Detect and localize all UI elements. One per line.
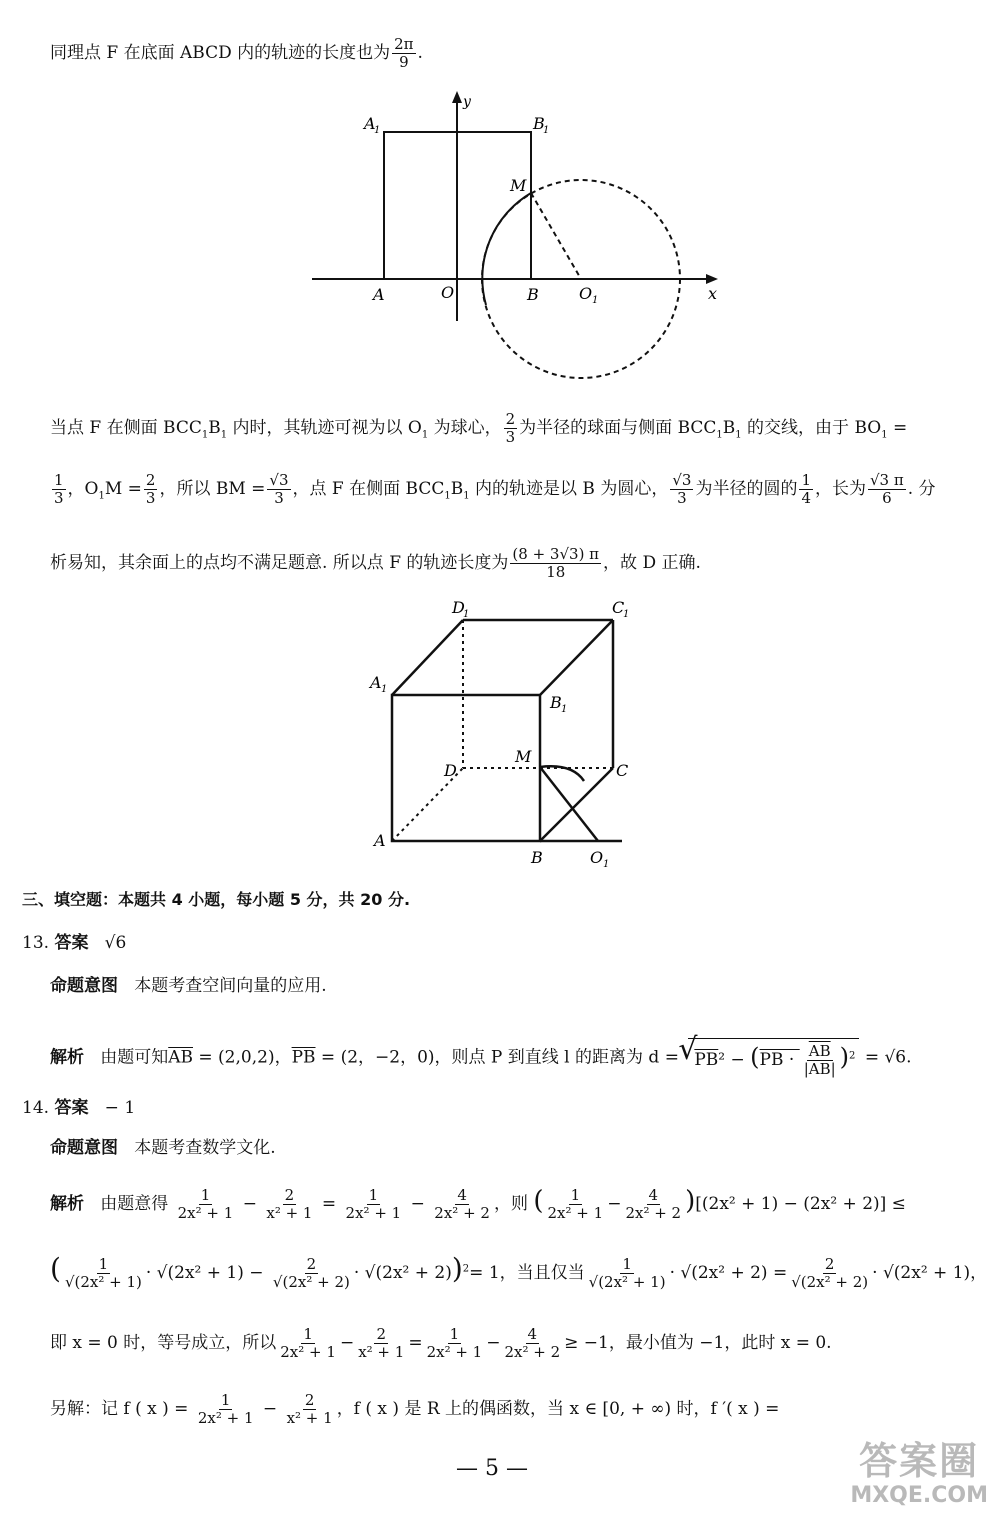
label-x: x (708, 284, 718, 303)
label-C: C (616, 761, 629, 780)
svg-text:1: 1 (374, 125, 381, 136)
watermark-logo: 答案圈 MXQE.COM (850, 1439, 988, 1508)
page-number: — 5 — (456, 1456, 528, 1481)
q14-analysis-line-1: 解析 由题意得 $\frac{1}{\text{2x² + 1}}$ − $\frac{2}{\text{x² + 1}}$ = $\frac{1}{\text{2x² + 1}}$ − $\frac{4}{\text{2x² + 2}}$ ，则 ( $\frac{1}{\text{2x² + 1}}$ − $\frac{4}{\text{2x² + 2}}$ )[(2x² + 1) − (2x² + 2)] ≤ (50, 1186, 906, 1222)
text-line-3: $\frac{1}{3}$ ，$O_1M$ = $\frac{2}{3}$ ，所以 BM = $\frac{√3}{3}$ ，点 F 在侧面 $BCC_1B_1$ 内的轨迹是以 B 为圆心， $\frac{√3}{3}$ 为半径的圆的 $\frac{1}{4}$ ，长为 $\frac{√3 \pi}{6}$ . 分 (54, 471, 936, 507)
section-title: 三、填空题：本题共 4 小题，每小题 5 分，共 20 分. (22, 890, 411, 909)
text-line-2: 当点 F 在侧面 $BCC_1B_1$ 内时，其轨迹可视为以 $O_1$ 为球心， $\frac{2}{3}$ 为半径的球面与侧面 $BCC_1B_1$ 的交线，由于 $BO_1$ = (50, 410, 908, 446)
figure-coordinate-diagram (300, 85, 730, 385)
label-B1: B (533, 114, 545, 133)
svg-text:1: 1 (603, 859, 610, 870)
text-line-1: 同理点 F 在底面 ABCD 内的轨迹的长度也为 $\frac{2\pi}{9}$ . (50, 35, 423, 71)
label-O1: O (590, 848, 604, 867)
svg-text:1: 1 (381, 684, 388, 695)
q14-analysis-line-4: 另解：记 f ( x ) = $\frac{1}{\text{2x² + 1}}$ − $\frac{2}{\text{x² + 1}}$ ，f ( x ) 是 R 上的偶函数，当 x ∈ [0, + ∞) 时，f ′( x ) = (50, 1391, 780, 1427)
svg-text:1: 1 (592, 295, 599, 306)
label-B1: B (550, 693, 562, 712)
label-C1: C (612, 598, 625, 617)
q14-answer-line: 14. 答案 − 1 (22, 1098, 136, 1118)
q14-intent-line: 命题意图 本题考查数学文化. (50, 1138, 276, 1158)
svg-text:1: 1 (463, 609, 470, 620)
figure-cube-diagram (360, 595, 640, 875)
label-A: A (373, 285, 385, 304)
fraction: $\frac{2\pi}{9}$ (394, 35, 414, 71)
svg-text:1: 1 (623, 609, 630, 620)
label-M: M (510, 176, 527, 195)
q13-analysis-line: 解析 由题可知$\overline{AB} = (2,0,2)$，$\overline{PB} = (2$，−2，0)，则点 P 到直线 l 的距离为 d = √ PB² − (PB · $\frac{\overline{AB}}{|AB|}$ )$^2$ = √6. (50, 1032, 912, 1078)
label-M: M (515, 747, 532, 766)
label-y: y (463, 94, 471, 110)
label-D1: D (452, 598, 465, 617)
label-A1: A (370, 673, 382, 692)
label-A1: A (364, 114, 376, 133)
label-B: B (531, 848, 543, 867)
label-O1: O (579, 284, 593, 303)
label-D: D (444, 761, 457, 780)
q14-analysis-line-2: ( $\frac{1}{\text{√(2x² + 1)}}$ · √(2x² + 1) − $\frac{2}{\text{√(2x² + 2)}}$ · √(2x² + 2))$^2$= 1，当且仅当 $\frac{1}{\text{√(2x² + 1)}}$ · √(2x² + 2) = $\frac{2}{\text{√(2x² + 2)}}$ · √(2x² + 1)， (50, 1252, 988, 1291)
label-B: B (527, 285, 539, 304)
label-A: A (374, 831, 386, 850)
svg-text:1: 1 (561, 704, 568, 715)
text-line-4: 析易知，其余面上的点均不满足题意. 所以点 F 的轨迹长度为 $\frac{(8 + 3√3) \pi}{18}$ ，故 D 正确. (50, 545, 701, 581)
svg-text:1: 1 (543, 125, 550, 136)
q13-answer-line: 13. 答案 √6 (22, 933, 127, 953)
label-O: O (441, 283, 455, 302)
q14-analysis-line-3: 即 x = 0 时，等号成立，所以 $\frac{1}{\text{2x² + 1}}$ − $\frac{2}{\text{x² + 1}}$ = $\frac{1}{\text{2x² + 1}}$ − $\frac{4}{\text{2x² + 2}}$ ≥ −1，最小值为 −1，此时 x = 0. (50, 1325, 832, 1361)
q13-intent-line: 命题意图 本题考查空间向量的应用. (50, 976, 327, 996)
